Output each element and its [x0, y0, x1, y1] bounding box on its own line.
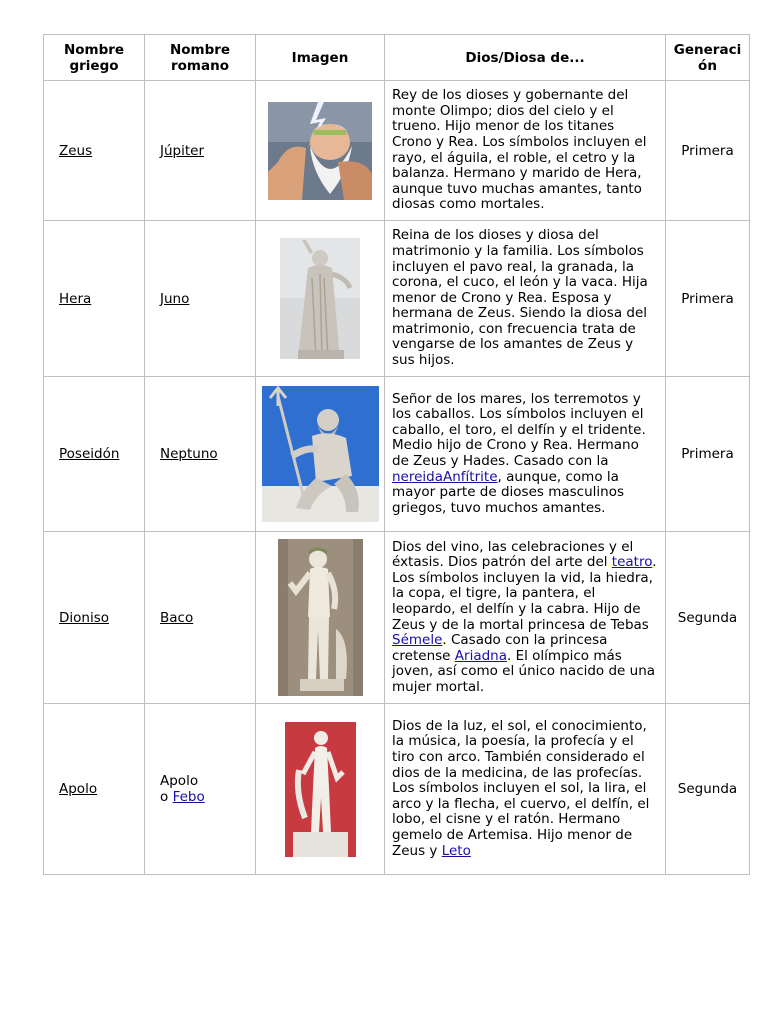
- header-greek-name: Nombre griego: [44, 35, 145, 81]
- role-description: Reina de los dioses y diosa del matrimonio y la familia. Los símbolos incluyen el pavo real, la granada, la corona, el cuco, el león y la vaca. Hija menor de Crono y Rea. Esposa y hermana de Zeus. Siendo la diosa del matrimonio, con frecuencia trata de vengarse de los amantes de Zeus y sus hijos.: [385, 221, 666, 377]
- role-description: Dios de la luz, el sol, el conocimiento, la música, la poesía, la profecía y el tiro con arco. También considerado el dios de la medicina, de las profecías. Los símbolos incluyen el sol, la lira, el arco y la flecha, el cuervo, el delfín, el lobo, el cisne y el ratón. Hermano gemelo de Artemisa. Hijo menor de Zeus y Leto: [385, 704, 666, 875]
- poseidon-statue-image: [262, 386, 379, 522]
- table-row: [44, 221, 750, 377]
- hera-statue-image: [280, 238, 360, 359]
- leto-link[interactable]: Leto: [441, 842, 471, 859]
- greek-name-link[interactable]: Dioniso: [59, 609, 110, 626]
- role-description: Señor de los mares, los terremotos y los caballos. Los símbolos incluyen el caballo, el toro, el delfín y el tridente. Medio hijo de Crono y Rea. Hermano de Zeus y Hades. Casado con la nereidaAnfítrite, aunque, como la mayor parte de dioses masculinos griegos, tuvo muchos amantes.: [385, 377, 666, 532]
- roman-name-link[interactable]: Júpiter: [160, 142, 205, 159]
- table-row: [44, 532, 750, 704]
- roman-name: Apolo: [160, 773, 199, 789]
- ariadne-link[interactable]: Ariadna: [454, 647, 507, 664]
- apollo-statue-image: [285, 722, 356, 857]
- table-row: [44, 377, 750, 532]
- theatre-link[interactable]: teatro: [611, 554, 653, 571]
- semele-link[interactable]: Sémele: [392, 632, 443, 649]
- header-image: Imagen: [256, 35, 385, 81]
- greek-name-link[interactable]: Poseidón: [59, 446, 120, 462]
- greek-name-link[interactable]: Hera: [59, 290, 92, 307]
- greek-name-link[interactable]: Apolo: [59, 781, 98, 797]
- amphitrite-link[interactable]: nereidaAnfítrite: [392, 468, 498, 485]
- generation-value: Segunda: [666, 704, 750, 875]
- table-row: [44, 81, 750, 221]
- dionysus-statue-image: [278, 539, 363, 696]
- role-description: Dios del vino, las celebraciones y el éxtasis. Dios patrón del arte del teatro. Los símbolos incluyen la vid, la hiedra, la copa, el tigre, la pantera, el leopardo, el delfín y la cabra. Hijo de Zeus y de la mortal princesa de Tebas Sémele. Casado con la princesa cretense Ariadna. El olímpico más joven, así como el único nacido de una mujer mortal.: [385, 532, 666, 704]
- roman-name-link[interactable]: Neptuno: [160, 446, 218, 462]
- roman-name-link[interactable]: Juno: [160, 290, 190, 307]
- table-row: Apolo Apolo o Febo Dios de la luz, el sol, el conocimiento, la música, la poesía, la profecía y el tiro con arco. También considerado el dios de la medicina, de las profecías. Los símbolos incluyen el sol, la lira, el arco y la flecha, el cuervo, el delfín, el lobo, el cisne y el ratón. Hermano gemelo de Artemisa. Hijo menor de Zeus y Leto Segunda: [44, 704, 750, 875]
- generation-value: Primera: [666, 81, 750, 221]
- header-generation: Generación: [666, 35, 750, 81]
- zeus-portrait-image: [268, 102, 372, 200]
- greek-name-link[interactable]: Zeus: [59, 142, 93, 159]
- generation-value: Segunda: [666, 532, 750, 704]
- febo-link[interactable]: Febo: [172, 789, 205, 805]
- generation-value: Primera: [666, 377, 750, 532]
- roman-name-link[interactable]: Baco: [160, 609, 194, 626]
- gods-table: [43, 34, 750, 875]
- role-description: Rey de los dioses y gobernante del monte Olimpo; dios del cielo y el trueno. Hijo menor de los titanes Crono y Rea. Los símbolos incluyen el rayo, el águila, el roble, el cetro y la balanza. Hermano y marido de Hera, aunque tuvo muchas amantes, tanto diosas como mortales.: [385, 81, 666, 221]
- header-roman-name: Nombre romano: [145, 35, 256, 81]
- header-role: Dios/Diosa de...: [385, 35, 666, 81]
- header-row: [44, 35, 750, 81]
- generation-value: Primera: [666, 221, 750, 377]
